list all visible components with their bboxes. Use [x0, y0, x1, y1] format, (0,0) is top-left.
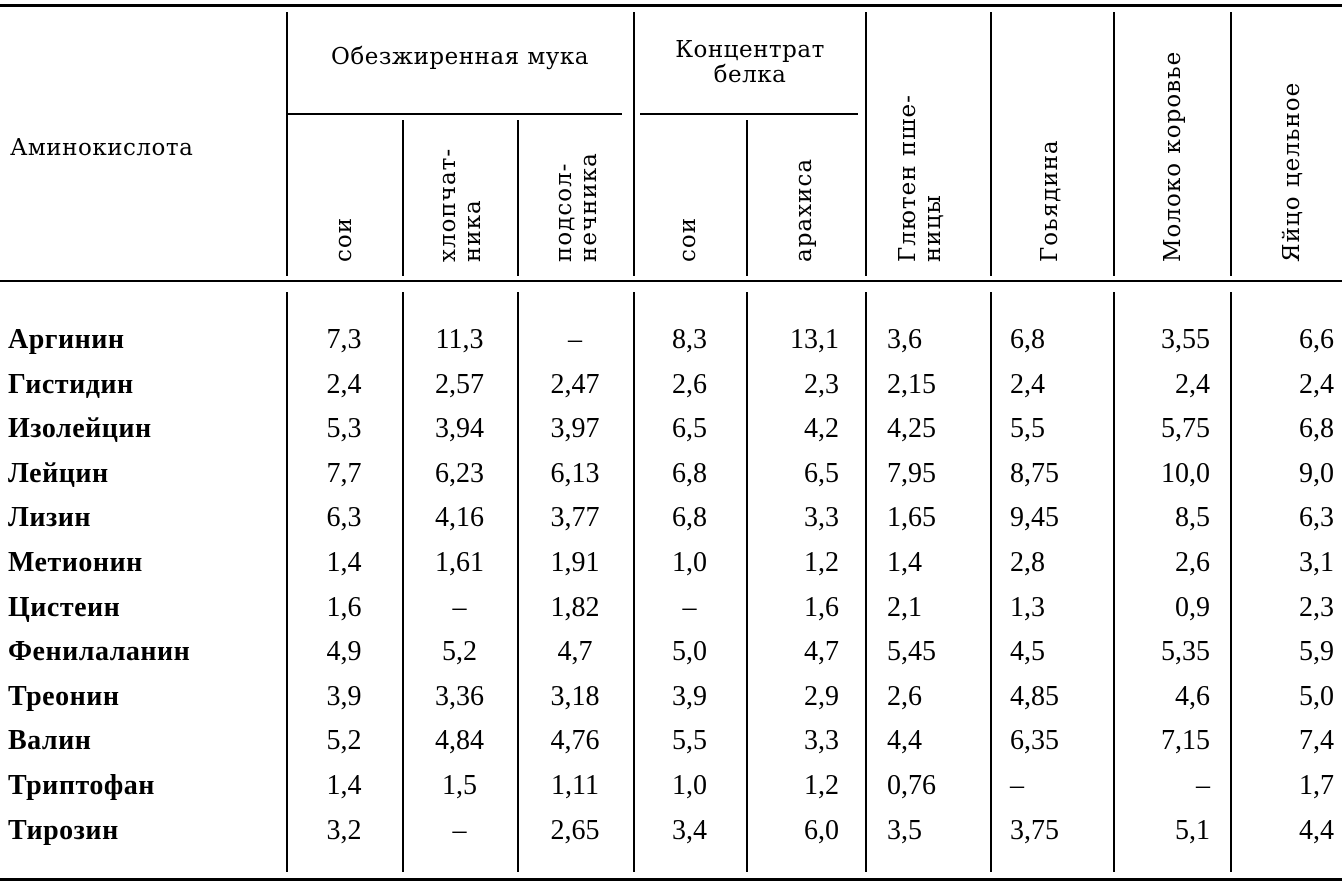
- table-cell: 3,6: [887, 324, 922, 355]
- table-cell: 13,1: [790, 324, 839, 355]
- table-cell: 4,84: [435, 725, 484, 757]
- table-cell: 5,0: [672, 636, 707, 668]
- table-cell: 2,9: [804, 680, 839, 712]
- table-cell: 1,82: [550, 591, 600, 623]
- row-label: Лизин: [8, 502, 92, 534]
- table-cell: 5,5: [672, 725, 707, 757]
- table-cell: 3,18: [550, 680, 600, 712]
- table-cell: 4,6: [1175, 680, 1210, 712]
- table-cell: 9,0: [1299, 457, 1334, 489]
- table-cell: 5,9: [1299, 636, 1334, 668]
- table-cell: 2,6: [1175, 547, 1210, 578]
- table-cell: 2,4: [326, 368, 362, 400]
- table-cell: 2,3: [804, 368, 839, 400]
- group-header-protein-concentrate-line2: белка: [713, 62, 787, 88]
- header-vrule: [990, 12, 992, 276]
- table-cell: 3,3: [804, 725, 839, 757]
- subheader-concentrate-peanut: арахиса: [791, 157, 817, 262]
- row-label: Аргинин: [8, 324, 125, 355]
- table-cell: 4,76: [550, 725, 600, 757]
- table-cell: 3,97: [550, 413, 600, 445]
- table-cell: 4,9: [326, 636, 362, 668]
- table-cell: 1,2: [804, 770, 839, 801]
- table-cell: 3,4: [672, 814, 707, 846]
- table-cell: 6,5: [672, 413, 707, 445]
- table-cell: 1,5: [442, 770, 477, 801]
- table-cell: 4,4: [1299, 814, 1334, 846]
- table-cell: 7,4: [1299, 725, 1334, 757]
- table-cell: 2,57: [435, 368, 484, 400]
- table-cell: –: [452, 591, 467, 623]
- table-cell: 9,45: [1010, 502, 1059, 534]
- table-cell: 6,35: [1010, 725, 1059, 757]
- table-cell: 2,1: [887, 591, 922, 623]
- table-cell: 1,11: [551, 770, 599, 801]
- table-cell: 3,1: [1299, 547, 1334, 578]
- table-cell: –: [1010, 770, 1024, 801]
- table-cell: 0,9: [1175, 591, 1210, 623]
- table-cell: 6,6: [1299, 324, 1334, 355]
- table-cell: 3,2: [326, 814, 362, 846]
- table-cell: 6,8: [1299, 413, 1334, 445]
- subheader-flour-soy: сои: [331, 216, 357, 262]
- table-cell: 6,23: [435, 457, 484, 489]
- table-cell: 5,1: [1175, 814, 1210, 846]
- table-cell: –: [452, 814, 467, 846]
- table-cell: –: [568, 324, 582, 355]
- subheader-beef: Гоьядина: [1037, 139, 1063, 262]
- table-cell: 7,95: [887, 457, 936, 489]
- table-cell: 5,35: [1161, 636, 1210, 668]
- table-cell: 2,4: [1299, 368, 1334, 400]
- header-vrule: [286, 12, 288, 276]
- table-cell: 4,85: [1010, 680, 1059, 712]
- row-label: Треонин: [8, 680, 120, 712]
- table-cell: 3,36: [435, 680, 484, 712]
- header-bottom-rule: [0, 280, 1342, 282]
- header-vrule: [402, 120, 404, 276]
- header-vrule: [865, 12, 867, 276]
- group-divider-concentrate: [640, 113, 858, 115]
- table-cell: 1,4: [887, 547, 922, 578]
- header-vrule: [746, 120, 748, 276]
- table-cell: 8,75: [1010, 457, 1059, 489]
- subheader-gluten-line1: Глютен пше-: [895, 94, 921, 262]
- table-cell: 6,8: [672, 502, 707, 534]
- table-cell: 2,4: [1175, 368, 1210, 400]
- table-cell: 6,0: [804, 814, 839, 846]
- row-label: Фенилаланин: [8, 636, 191, 668]
- subheader-gluten-line2: ницы: [920, 194, 946, 262]
- header-vrule: [633, 12, 635, 276]
- table-cell: 2,3: [1299, 591, 1334, 623]
- table-cell: 1,3: [1010, 591, 1045, 623]
- column-header-amino-acid: Аминокислота: [10, 135, 194, 161]
- table-cell: 3,5: [887, 814, 922, 846]
- subheader-cow-milk: Молоко коровье: [1160, 50, 1186, 262]
- table-cell: 1,2: [804, 547, 839, 578]
- table-cell: 3,75: [1010, 814, 1059, 846]
- row-label: Валин: [8, 725, 92, 757]
- subheader-concentrate-soy: сои: [675, 216, 701, 262]
- table-cell: 1,6: [804, 591, 839, 623]
- table-cell: 5,5: [1010, 413, 1045, 445]
- table-cell: 1,7: [1299, 770, 1334, 801]
- table-cell: 2,65: [550, 814, 600, 846]
- table-cell: 1,91: [550, 547, 600, 578]
- row-label: Триптофан: [8, 770, 155, 801]
- table-cell: 6,3: [326, 502, 362, 534]
- table-cell: 5,45: [887, 636, 936, 668]
- subheader-flour-cotton-line2: ника: [460, 199, 486, 262]
- row-label: Цистеин: [8, 591, 121, 623]
- header-vrule: [1113, 12, 1115, 276]
- row-label: Метионин: [8, 547, 143, 578]
- table-cell: 3,94: [435, 413, 484, 445]
- table-cell: 2,15: [887, 368, 936, 400]
- table-cell: 6,8: [1010, 324, 1045, 355]
- table-cell: 3,9: [672, 680, 707, 712]
- table-cell: 1,4: [326, 547, 362, 578]
- header-vrule: [517, 120, 519, 276]
- table-cell: 5,2: [442, 636, 477, 668]
- table-cell: –: [682, 591, 697, 623]
- table-cell: 4,25: [887, 413, 936, 445]
- table-cell: 7,7: [326, 457, 362, 489]
- table-cell: 10,0: [1161, 457, 1210, 489]
- table-cell: 4,5: [1010, 636, 1045, 668]
- table-cell: 6,5: [804, 457, 839, 489]
- table-cell: 2,6: [672, 368, 707, 400]
- table-cell: 6,13: [550, 457, 600, 489]
- table-cell: 6,3: [1299, 502, 1334, 534]
- row-label: Лейцин: [8, 457, 109, 489]
- table-cell: 5,2: [326, 725, 362, 757]
- group-divider-flour: [288, 113, 622, 115]
- group-header-defatted-flour: Обезжиренная мука: [331, 44, 589, 70]
- row-label: Гистидин: [8, 368, 134, 400]
- table-cell: 8,3: [672, 324, 707, 355]
- table-cell: –: [1196, 770, 1210, 801]
- table-cell: 2,4: [1010, 368, 1045, 400]
- table-cell: 4,4: [887, 725, 922, 757]
- header-vrule: [1230, 12, 1232, 276]
- subheader-whole-egg: Яйцо цельное: [1279, 81, 1305, 262]
- table-cell: 1,0: [672, 547, 707, 578]
- table-cell: 1,6: [326, 591, 362, 623]
- table-cell: 3,55: [1161, 324, 1210, 355]
- table-cell: 5,3: [326, 413, 362, 445]
- table-cell: 7,15: [1161, 725, 1210, 757]
- table-cell: 0,76: [887, 770, 936, 801]
- group-header-protein-concentrate-line1: Концентрат: [675, 37, 825, 63]
- table-cell: 5,75: [1161, 413, 1210, 445]
- table-cell: 2,47: [550, 368, 600, 400]
- table-cell: 4,7: [557, 636, 593, 668]
- table-cell: 4,16: [435, 502, 484, 534]
- table-cell: 7,3: [326, 324, 362, 355]
- subheader-flour-cotton-line1: хлопчат-: [435, 147, 461, 262]
- table-bottom-rule: [0, 878, 1342, 881]
- subheader-flour-sunflower-line2: нечника: [576, 152, 602, 262]
- subheader-flour-sunflower-line1: подсол-: [551, 162, 577, 262]
- table-cell: 5,0: [1299, 680, 1334, 712]
- table-cell: 2,8: [1010, 547, 1045, 578]
- table-cell: 3,9: [326, 680, 362, 712]
- row-label: Изолейцин: [8, 413, 152, 445]
- table-cell: 1,65: [887, 502, 936, 534]
- table-cell: 3,77: [550, 502, 600, 534]
- table-cell: 6,8: [672, 457, 707, 489]
- table-cell: 4,7: [804, 636, 839, 668]
- table-cell: 3,3: [804, 502, 839, 534]
- table-top-rule: [0, 4, 1342, 7]
- table-cell: 4,2: [804, 413, 839, 445]
- row-label: Тирозин: [8, 814, 119, 846]
- table-cell: 11,3: [435, 324, 484, 355]
- table-cell: 1,61: [435, 547, 484, 578]
- table-cell: 1,4: [326, 770, 362, 801]
- table-cell: 8,5: [1175, 502, 1210, 534]
- table-cell: 2,6: [887, 680, 922, 712]
- table-cell: 1,0: [672, 770, 707, 801]
